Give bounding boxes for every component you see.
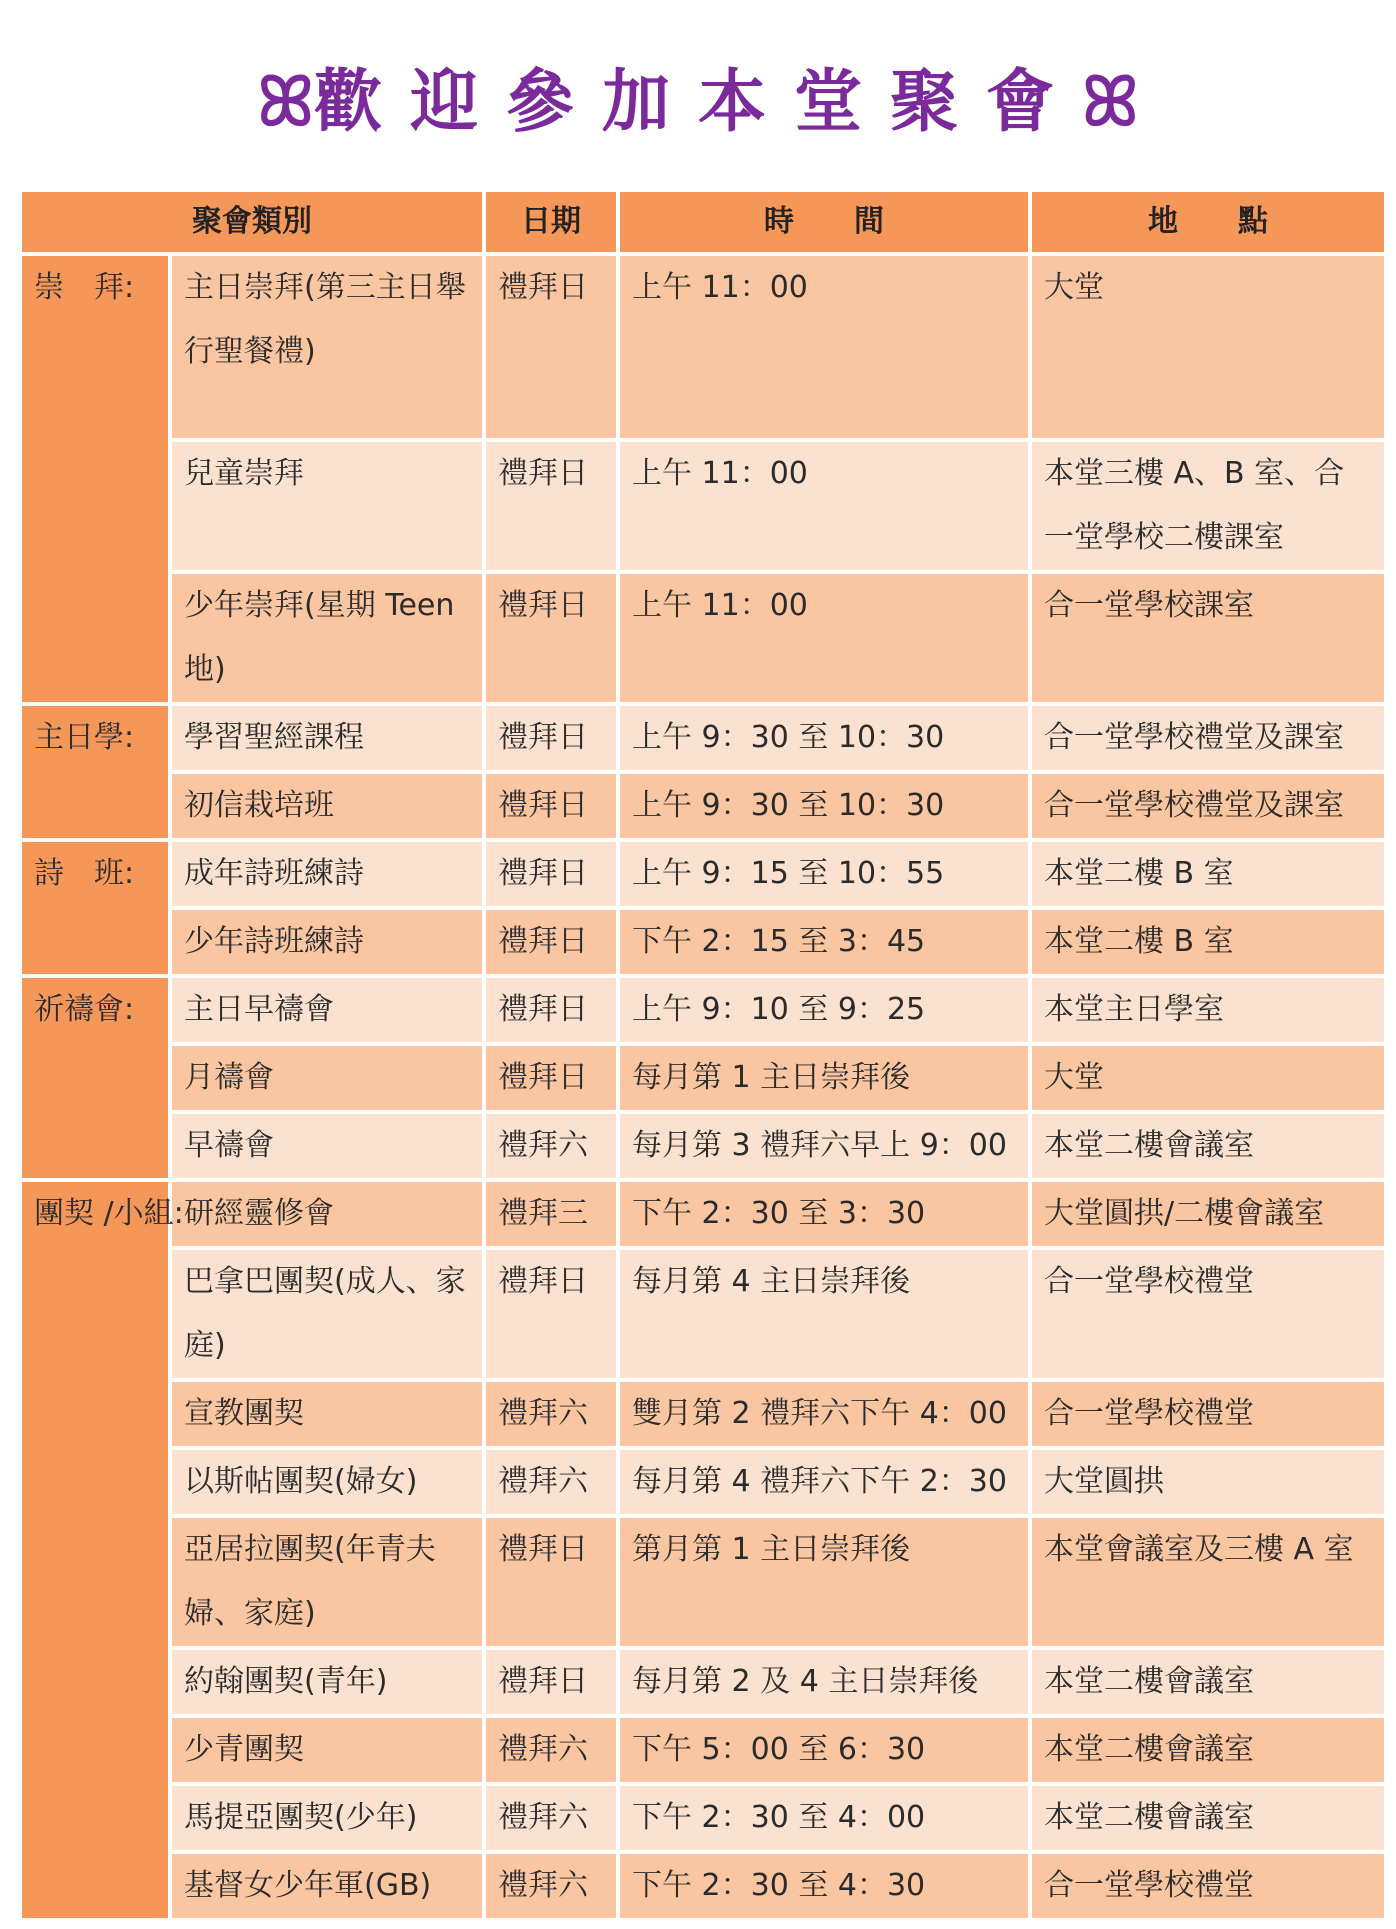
time-cell: 下午 2：15 至 3：45 — [620, 910, 1028, 974]
time-cell: 上午 11：00 — [620, 442, 1028, 570]
date-cell: 禮拜六 — [486, 1718, 616, 1782]
date-cell: 禮拜日 — [486, 1046, 616, 1110]
place-cell: 本堂二樓會議室 — [1032, 1786, 1384, 1850]
meeting-name-cell: 月禱會 — [172, 1046, 482, 1110]
time-cell: 下午 2：30 至 4：30 — [620, 1854, 1028, 1918]
time-cell: 上午 11：00 — [620, 256, 1028, 438]
meeting-name-cell: 少青團契 — [172, 1718, 482, 1782]
category-cell: 主日學: — [22, 706, 168, 838]
table-row — [22, 774, 1384, 838]
place-cell: 本堂會議室及三樓 A 室 — [1032, 1518, 1384, 1646]
meeting-name-cell: 早禱會 — [172, 1114, 482, 1178]
place-cell: 本堂二樓會議室 — [1032, 1718, 1384, 1782]
meeting-name-cell: 主日崇拜(第三主日舉行聖餐禮) — [172, 256, 482, 438]
left-ornament: ꕤ — [257, 62, 314, 142]
time-cell: 下午 2：30 至 3：30 — [620, 1182, 1028, 1246]
table-row — [22, 1718, 1384, 1782]
time-cell: 上午 11：00 — [620, 574, 1028, 702]
place-cell: 大堂圓拱 — [1032, 1450, 1384, 1514]
date-cell: 禮拜六 — [486, 1786, 616, 1850]
date-cell: 禮拜日 — [486, 256, 616, 438]
place-cell: 本堂二樓 B 室 — [1032, 842, 1384, 906]
place-cell: 合一堂學校禮堂及課室 — [1032, 774, 1384, 838]
date-cell: 禮拜日 — [486, 574, 616, 702]
meeting-name-cell: 研經靈修會 — [172, 1182, 482, 1246]
place-cell: 本堂主日學室 — [1032, 978, 1384, 1042]
table-row — [22, 1650, 1384, 1714]
time-cell: 上午 9：30 至 10：30 — [620, 774, 1028, 838]
time-cell: 每月第 2 及 4 主日崇拜後 — [620, 1650, 1028, 1714]
table-row — [22, 1114, 1384, 1178]
date-cell: 禮拜日 — [486, 978, 616, 1042]
header-category: 聚會類別 — [22, 192, 482, 252]
place-cell: 大堂 — [1032, 1046, 1384, 1110]
meeting-name-cell: 少年崇拜(星期 Teen 地) — [172, 574, 482, 702]
date-cell: 禮拜日 — [486, 1518, 616, 1646]
place-cell: 合一堂學校禮堂 — [1032, 1854, 1384, 1918]
meeting-name-cell: 基督女少年軍(GB) — [172, 1854, 482, 1918]
time-cell: 第月第 1 主日崇拜後 — [620, 1518, 1028, 1646]
meeting-name-cell: 約翰團契(青年) — [172, 1650, 482, 1714]
time-cell: 每月第 4 禮拜六下午 2：30 — [620, 1450, 1028, 1514]
meeting-name-cell: 學習聖經課程 — [172, 706, 482, 770]
meeting-name-cell: 馬提亞團契(少年) — [172, 1786, 482, 1850]
date-cell: 禮拜六 — [486, 1114, 616, 1178]
schedule-body — [22, 256, 1384, 1918]
time-cell: 雙月第 2 禮拜六下午 4：00 — [620, 1382, 1028, 1446]
time-cell: 上午 9：15 至 10：55 — [620, 842, 1028, 906]
date-cell: 禮拜日 — [486, 1250, 616, 1378]
table-row — [22, 842, 1384, 906]
date-cell: 禮拜六 — [486, 1450, 616, 1514]
table-row — [22, 1786, 1384, 1850]
place-cell: 合一堂學校禮堂 — [1032, 1382, 1384, 1446]
table-row — [22, 910, 1384, 974]
header-row — [22, 192, 1384, 252]
time-cell: 上午 9：10 至 9：25 — [620, 978, 1028, 1042]
category-cell: 祈禱會: — [22, 978, 168, 1178]
date-cell: 禮拜三 — [486, 1182, 616, 1246]
place-cell: 本堂二樓會議室 — [1032, 1650, 1384, 1714]
category-cell: 詩 班: — [22, 842, 168, 974]
time-cell: 上午 9：30 至 10：30 — [620, 706, 1028, 770]
table-row — [22, 1046, 1384, 1110]
table-row — [22, 1854, 1384, 1918]
meeting-name-cell: 兒童崇拜 — [172, 442, 482, 570]
table-row — [22, 1250, 1384, 1378]
time-cell: 每月第 4 主日崇拜後 — [620, 1250, 1028, 1378]
table-row — [22, 1450, 1384, 1514]
place-cell: 大堂圓拱/二樓會議室 — [1032, 1182, 1384, 1246]
meeting-name-cell: 少年詩班練詩 — [172, 910, 482, 974]
meeting-name-cell: 初信栽培班 — [172, 774, 482, 838]
header-time: 時 間 — [620, 192, 1028, 252]
table-row — [22, 1518, 1384, 1646]
header-place: 地 點 — [1032, 192, 1384, 252]
place-cell: 合一堂學校禮堂及課室 — [1032, 706, 1384, 770]
place-cell: 合一堂學校課室 — [1032, 574, 1384, 702]
meeting-name-cell: 成年詩班練詩 — [172, 842, 482, 906]
date-cell: 禮拜日 — [486, 910, 616, 974]
date-cell: 禮拜六 — [486, 1854, 616, 1918]
meeting-name-cell: 以斯帖團契(婦女) — [172, 1450, 482, 1514]
page-header — [0, 0, 1396, 188]
header-date: 日期 — [486, 192, 616, 252]
date-cell: 禮拜日 — [486, 706, 616, 770]
meeting-name-cell: 宣教團契 — [172, 1382, 482, 1446]
right-ornament: ꕤ — [1082, 62, 1139, 142]
title-text: 歡迎參加本堂聚會 — [313, 62, 1082, 142]
meeting-schedule-table — [18, 188, 1388, 1922]
meeting-name-cell: 巴拿巴團契(成人、家庭) — [172, 1250, 482, 1378]
meeting-name-cell: 主日早禱會 — [172, 978, 482, 1042]
date-cell: 禮拜日 — [486, 442, 616, 570]
time-cell: 下午 2：30 至 4：00 — [620, 1786, 1028, 1850]
time-cell: 下午 5：00 至 6：30 — [620, 1718, 1028, 1782]
meeting-name-cell: 亞居拉團契(年青夫婦、家庭) — [172, 1518, 482, 1646]
table-row — [22, 978, 1384, 1042]
place-cell: 本堂二樓會議室 — [1032, 1114, 1384, 1178]
place-cell: 本堂三樓 A、B 室、合一堂學校二樓課室 — [1032, 442, 1384, 570]
date-cell: 禮拜日 — [486, 774, 616, 838]
date-cell: 禮拜日 — [486, 842, 616, 906]
category-cell: 團契 /小組: — [22, 1182, 168, 1918]
place-cell: 本堂二樓 B 室 — [1032, 910, 1384, 974]
date-cell: 禮拜六 — [486, 1382, 616, 1446]
date-cell: 禮拜日 — [486, 1650, 616, 1714]
table-row — [22, 442, 1384, 570]
page-title — [0, 48, 1396, 145]
table-row — [22, 256, 1384, 438]
table-row — [22, 706, 1384, 770]
table-row — [22, 1182, 1384, 1246]
place-cell: 大堂 — [1032, 256, 1384, 438]
place-cell: 合一堂學校禮堂 — [1032, 1250, 1384, 1378]
table-row — [22, 574, 1384, 702]
table-row — [22, 1382, 1384, 1446]
time-cell: 每月第 1 主日崇拜後 — [620, 1046, 1028, 1110]
time-cell: 每月第 3 禮拜六早上 9：00 — [620, 1114, 1028, 1178]
category-cell: 崇 拜: — [22, 256, 168, 702]
